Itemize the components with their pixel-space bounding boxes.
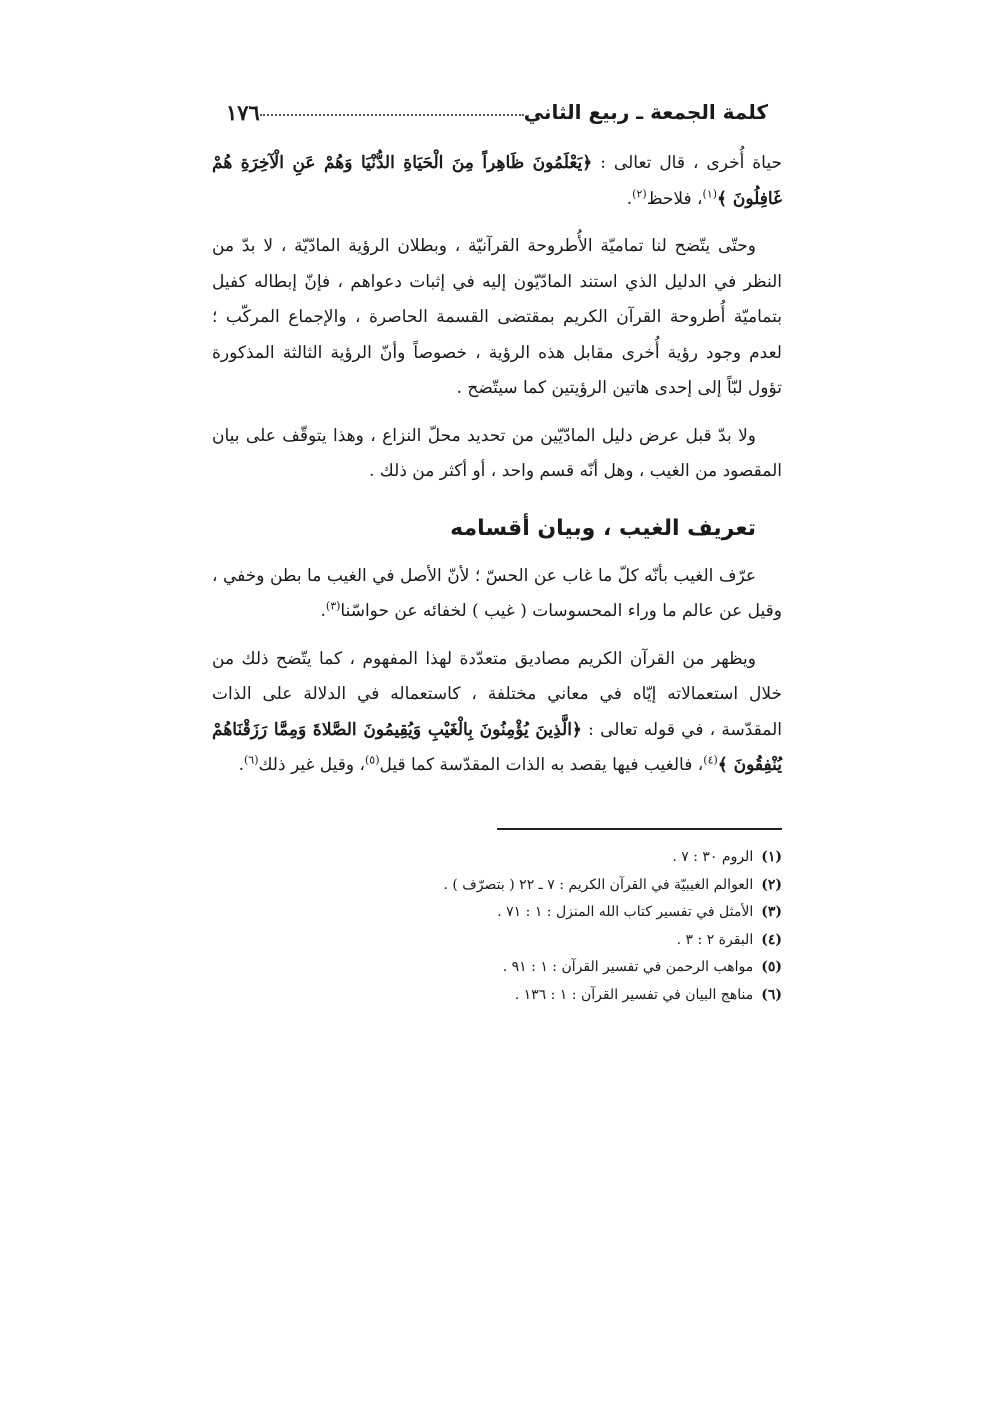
footnote-mark: (٦) xyxy=(761,986,782,1003)
footnote-item xyxy=(420,872,782,900)
p5-mid: ، فالغيب فيها يقصد به الذات المقدّسة كما قيل xyxy=(379,755,704,775)
footnote-mark: (٤) xyxy=(761,931,782,948)
footnote-item xyxy=(420,927,782,955)
footnote-ref-4[interactable]: (٤) xyxy=(703,753,718,767)
footnote-ref-2[interactable]: (٢) xyxy=(632,186,647,200)
footnote-mark: (١) xyxy=(761,849,782,865)
p4-tail: . xyxy=(320,601,326,621)
dotted-leader xyxy=(260,114,524,116)
section-heading: تعريف الغيب ، وبيان أقسامه xyxy=(450,515,756,541)
footnote-mark: (٣) xyxy=(761,904,782,921)
footnote-item xyxy=(420,899,782,927)
p5-mid2: ، وقيل غير ذلك xyxy=(258,755,365,775)
p4-text: عرّف الغيب بأنّه كلّ ما غاب عن الحسّ ؛ لأنّ الأصل في الغيب ما بطن وخفي ، وقيل عن عالم ما وراء المحسوسات ( غيب ) لخفائه عن حواسّنا xyxy=(212,565,782,621)
running-header xyxy=(212,92,782,132)
footnote-ref-6[interactable]: (٦) xyxy=(243,753,259,767)
footnotes xyxy=(420,844,782,1010)
footnote-text: مواهب الرحمن في تفسير القرآن : ١ : ٩١ . xyxy=(502,959,754,976)
running-title: كلمة الجمعة ـ ربيع الثاني xyxy=(523,100,768,124)
footnote-mark: (٥) xyxy=(761,959,782,976)
footnote-item xyxy=(420,954,782,982)
footnote-text: البقرة ٢ : ٣ . xyxy=(676,931,754,948)
paragraph-3: ولا بدّ قبل عرض دليل المادّيّين من تحديد محلّ النزاع ، وهذا يتوقّف على بيان المقصود من الغيب ، وهل أنّه قسم واحد ، أو أكثر من ذلك . xyxy=(212,425,782,481)
footnote-ref-5[interactable]: (٥) xyxy=(365,753,380,767)
footnote-text: العوالم الغيبيّة في القرآن الكريم : ٧ ـ ٢٢ ( بتصرّف ) . xyxy=(443,876,754,893)
paragraph-2: وحتّى يتّضح لنا تماميّة الأُطروحة القرآنيّة ، وبطلان الرؤية المادّيّة ، لا بدّ من النظر في الدليل الذي استند المادّيّون إليه في إثبات دعواهم ، فإنّ إبطاله كفيل بتماميّة أُطروحة القرآن الكريم بمقتضى القسمة الحاصرة ، والإجماع المركّب ؛ لعدم وجود رؤية أُخرى مقابل هذه الرؤية ، خصوصاً وأنّ الرؤية الثالثة المذكورة تؤول لبّاً إلى إحدى هاتين الرؤيتين كما سيتّضح . xyxy=(212,236,782,398)
quran-verse-1: ﴿يَعْلَمُونَ ظَاهِراً مِنَ الْحَيَاةِ الدُّنْيَا وَهُمْ عَنِ الْآخِرَةِ هُمْ غَافِلُونَ ﴾ xyxy=(212,153,782,209)
p5-lead: ويظهر من القرآن الكريم مصاديق متعدّدة لهذا المفهوم ، كما يتّضح ذلك من خلال استعمالاته إيّاه في معاني مختلفة ، كاستعماله في الدلالة على الذات المقدّسة ، في قوله تعالى : xyxy=(212,648,782,740)
quran-verse-2: ﴿الَّذِينَ يُؤْمِنُونَ بِالْغَيْبِ وَيُقِيمُونَ الصَّلاةَ وَمِمَّا رَزَقْنَاهُمْ يُنْفِقُونَ ﴾ xyxy=(212,719,782,775)
footnote-item xyxy=(420,982,782,1010)
footnote-divider xyxy=(497,828,782,830)
footnote-ref-3[interactable]: (٣) xyxy=(325,599,341,613)
footnote-ref-1[interactable]: (١) xyxy=(702,186,718,200)
p5-tail: . xyxy=(238,755,244,775)
footnote-text: الروم ٣٠ : ٧ . xyxy=(672,849,754,865)
p1-tail: . xyxy=(626,188,633,209)
paragraph-1 xyxy=(212,146,782,217)
paragraph-5 xyxy=(212,642,782,784)
main-text xyxy=(212,146,782,796)
footnote-text: الأمثل في تفسير كتاب الله المنزل : ١ : ٧١ . xyxy=(497,904,754,921)
paragraph-4 xyxy=(212,559,782,630)
footnote-mark: (٢) xyxy=(761,876,782,893)
footnote-text: مناهج البيان في تفسير القرآن : ١ : ١٣٦ . xyxy=(514,986,754,1003)
p1-mid: ، فلاحظ xyxy=(646,188,703,209)
p1-lead: حياة أُخرى ، قال تعالى : xyxy=(592,153,782,173)
page-number: ١٧٦ xyxy=(226,99,260,125)
footnote-item xyxy=(420,844,782,872)
